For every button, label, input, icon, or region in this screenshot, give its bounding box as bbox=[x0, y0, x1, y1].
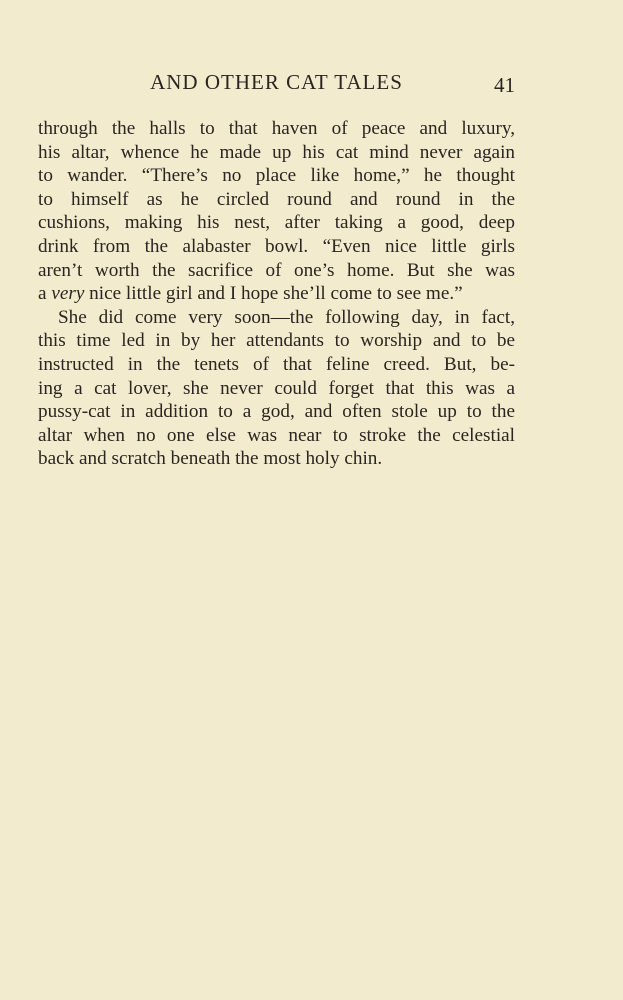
paragraph-2-line-7: back and scratch beneath the most holy chin. bbox=[38, 448, 383, 470]
paragraph-2-line-3: instructed in the tenets of that feline creed. But, be- bbox=[38, 353, 515, 375]
paragraph-1-line-4: to himself as he circled round and round in the bbox=[38, 188, 515, 210]
running-title: AND OTHER CAT TALES bbox=[150, 70, 403, 94]
line-8-after: nice little girl and I hope she’ll come to see me.” bbox=[84, 283, 463, 305]
paragraph-1-line-3: to wander. “There’s no place like home,” he thought bbox=[38, 165, 515, 187]
paragraph-1-line-5: cushions, making his nest, after taking a good, deep bbox=[38, 212, 515, 234]
italic-emphasis: very bbox=[51, 283, 85, 305]
paragraph-2 bbox=[38, 306, 515, 471]
paragraph-1-line-8 bbox=[38, 282, 515, 306]
paragraph-2-line-5: pussy-cat in addition to a god, and often stole up to the bbox=[38, 401, 515, 423]
paragraph-1-line-2: his altar, whence he made up his cat mind never again bbox=[38, 141, 515, 163]
running-head bbox=[0, 70, 623, 100]
paragraph-2-line-6: altar when no one else was near to stroke the celestial bbox=[38, 424, 515, 446]
line-8-before: a bbox=[38, 283, 52, 305]
paragraph-2-line-4: ing a cat lover, she never could forget that this was a bbox=[38, 377, 515, 399]
paragraph-1-line-6: drink from the alabaster bowl. “Even nice little girls bbox=[38, 235, 515, 257]
paragraph-1-line-1: through the halls to that haven of peace and luxury, bbox=[38, 118, 515, 139]
paragraph-2-line-2: this time led in by her attendants to worship and to be bbox=[38, 330, 515, 352]
paragraph-2-line-1: She did come very soon—the following day, in fact, bbox=[58, 306, 515, 328]
paragraph-1 bbox=[38, 117, 515, 306]
body-text bbox=[38, 117, 515, 471]
paragraph-1-line-7: aren’t worth the sacrifice of one’s home. But she was bbox=[38, 259, 515, 281]
page-number: 41 bbox=[494, 73, 515, 97]
